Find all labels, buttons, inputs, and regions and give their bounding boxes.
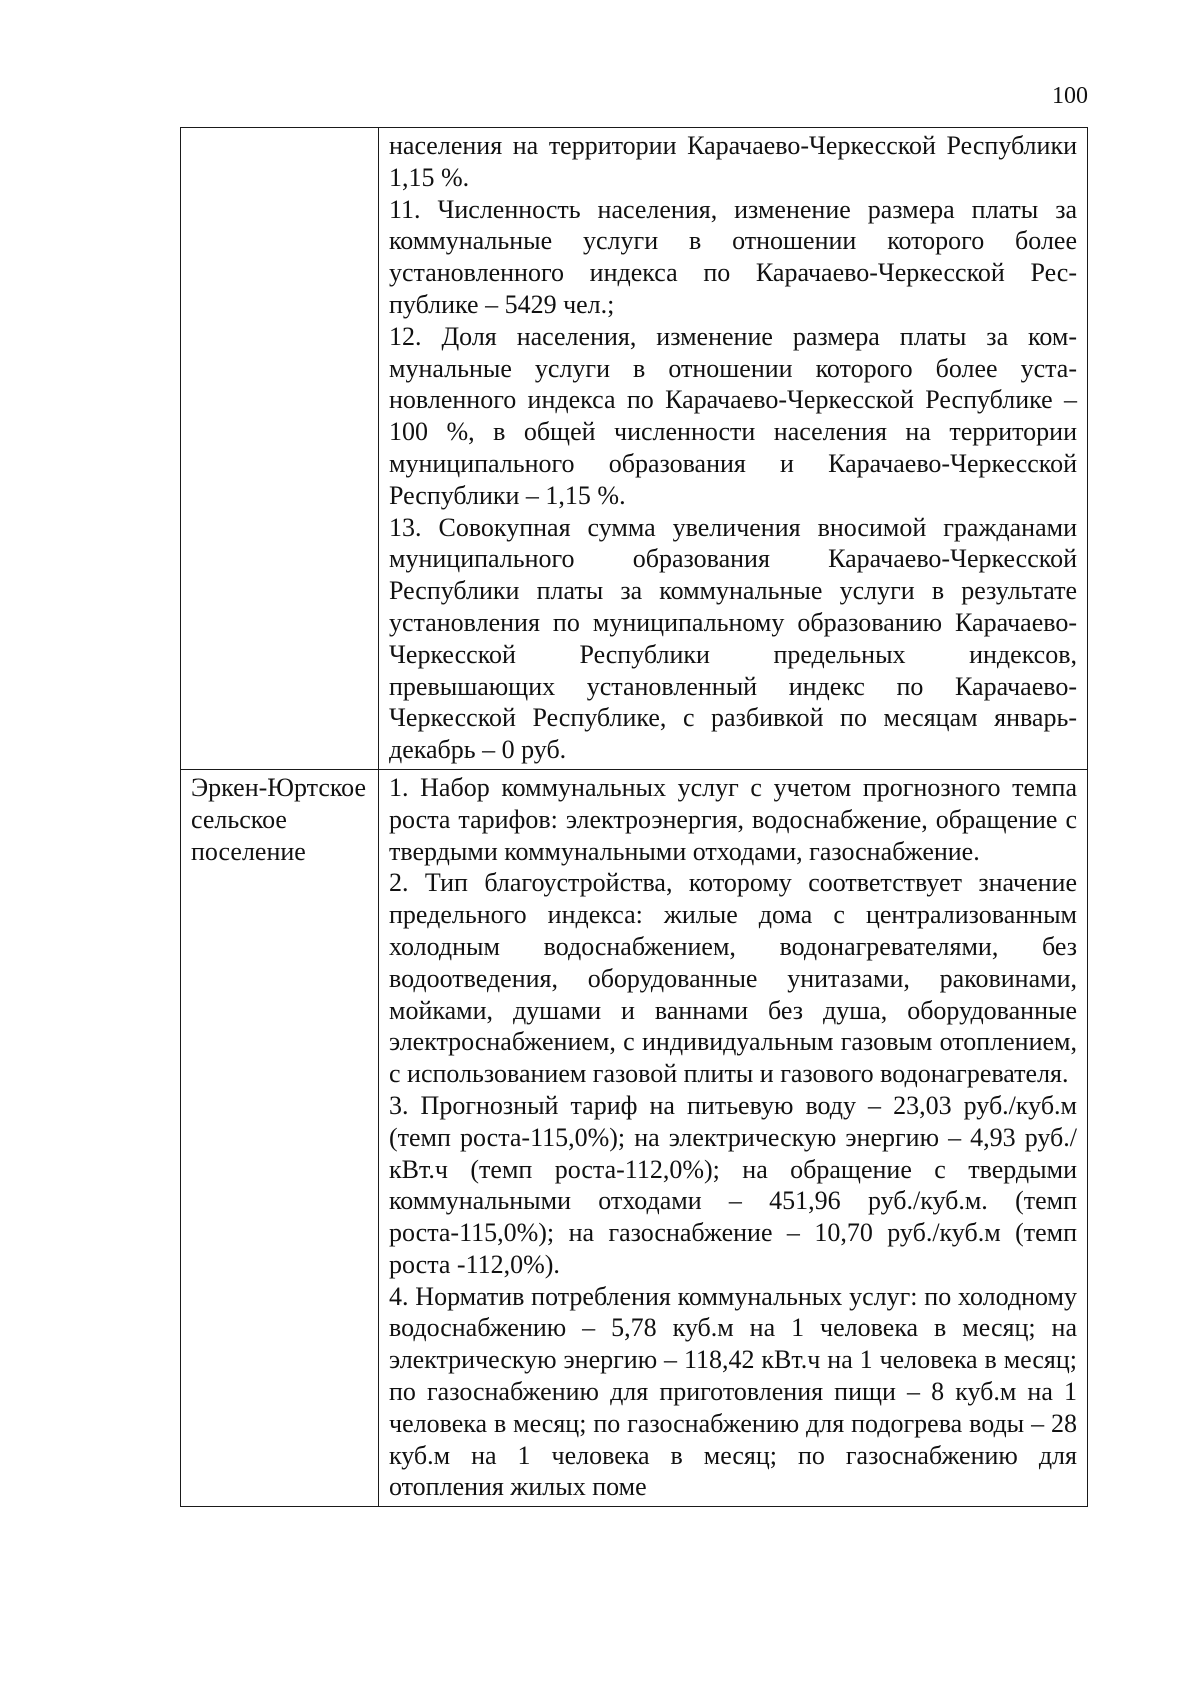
settlement-name-cell [181,128,379,770]
table-row [181,128,1088,770]
paragraph: 3. Прогнозный тариф на питьевую воду – 23,03 руб./куб.м (темп роста-115,0%); на электрическую энергию – 4,93 руб./кВт.ч (темп роста-112,0%); на обращение с твердыми коммунальными отходами – 451,96 руб./куб.м. (темп роста-115,0%); на газоснабжение – 10,70 руб./куб.м (темп роста -112,0%). [389,1090,1077,1279]
paragraph: 13. Совокупная сумма увеличения вносимой гражданами муниципального образования Карачаево-Черкесской Республики платы за коммунальные услуги в результате установления по муниципальному образованию Карачаево-Черкесской Республики предельных индексов, превышающих установленный индекс по Карачаево-Черкесской Республике, с разбивкой по месяцам январь-декабрь – 0 руб. [389,512,1077,765]
paragraph: 1. Набор коммунальных услуг с учетом прогнозного темпа роста тарифов: электроэнергия, водоснабжение, обращение с твердыми коммунальными отходами, газоснабжение. [389,772,1077,866]
page-number: 100 [1052,83,1088,109]
settlement-name-cell: Эркен-Юртское сельское поселение [181,769,379,1506]
description-cell [379,128,1088,770]
paragraph: 11. Численность населения, изменение размера платы за коммунальные услуги в отношении которого более установленного индекса по Карачаево-Черкесской Республике – 5429 чел.; [389,194,1077,319]
description-cell [379,769,1088,1506]
document-table [180,127,1088,1507]
paragraph: 4. Норматив потребления коммунальных услуг: по холодному водоснабжению – 5,78 куб.м на 1 человека в месяц; на электрическую энергию – 118,42 кВт.ч на 1 человека в месяц; по газоснабжению для приготовления пищи – 8 куб.м на 1 человека в месяц; по газоснабжению для подогрева воды – 28 куб.м на 1 человека в месяц; по газоснабжению для отопления жилых поме [389,1281,1077,1502]
paragraph: 12. Доля населения, изменение размера платы за коммунальные услуги в отношении которого более установленного индекса по Карачаево-Черкесской Республике – 100 %, в общей численности населения на территории муниципального образования и Карачаево-Черкесской Республики – 1,15 %. [389,321,1077,510]
paragraph: 2. Тип благоустройства, которому соответствует значение предельного индекса: жилые дома с централизованным холодным водоснабжением, водонагревателями, без водоотведения, оборудованные унитазами, раковинами, мойками, душами и ваннами без душа, оборудованные электроснабжением, с индивидуальным газовым отоплением, с использованием газовой плиты и газового водонагревателя. [389,868,1077,1089]
table-row [181,769,1088,1506]
paragraph: населения на территории Карачаево-Черкесской Республики 1,15 %. [389,131,1077,192]
